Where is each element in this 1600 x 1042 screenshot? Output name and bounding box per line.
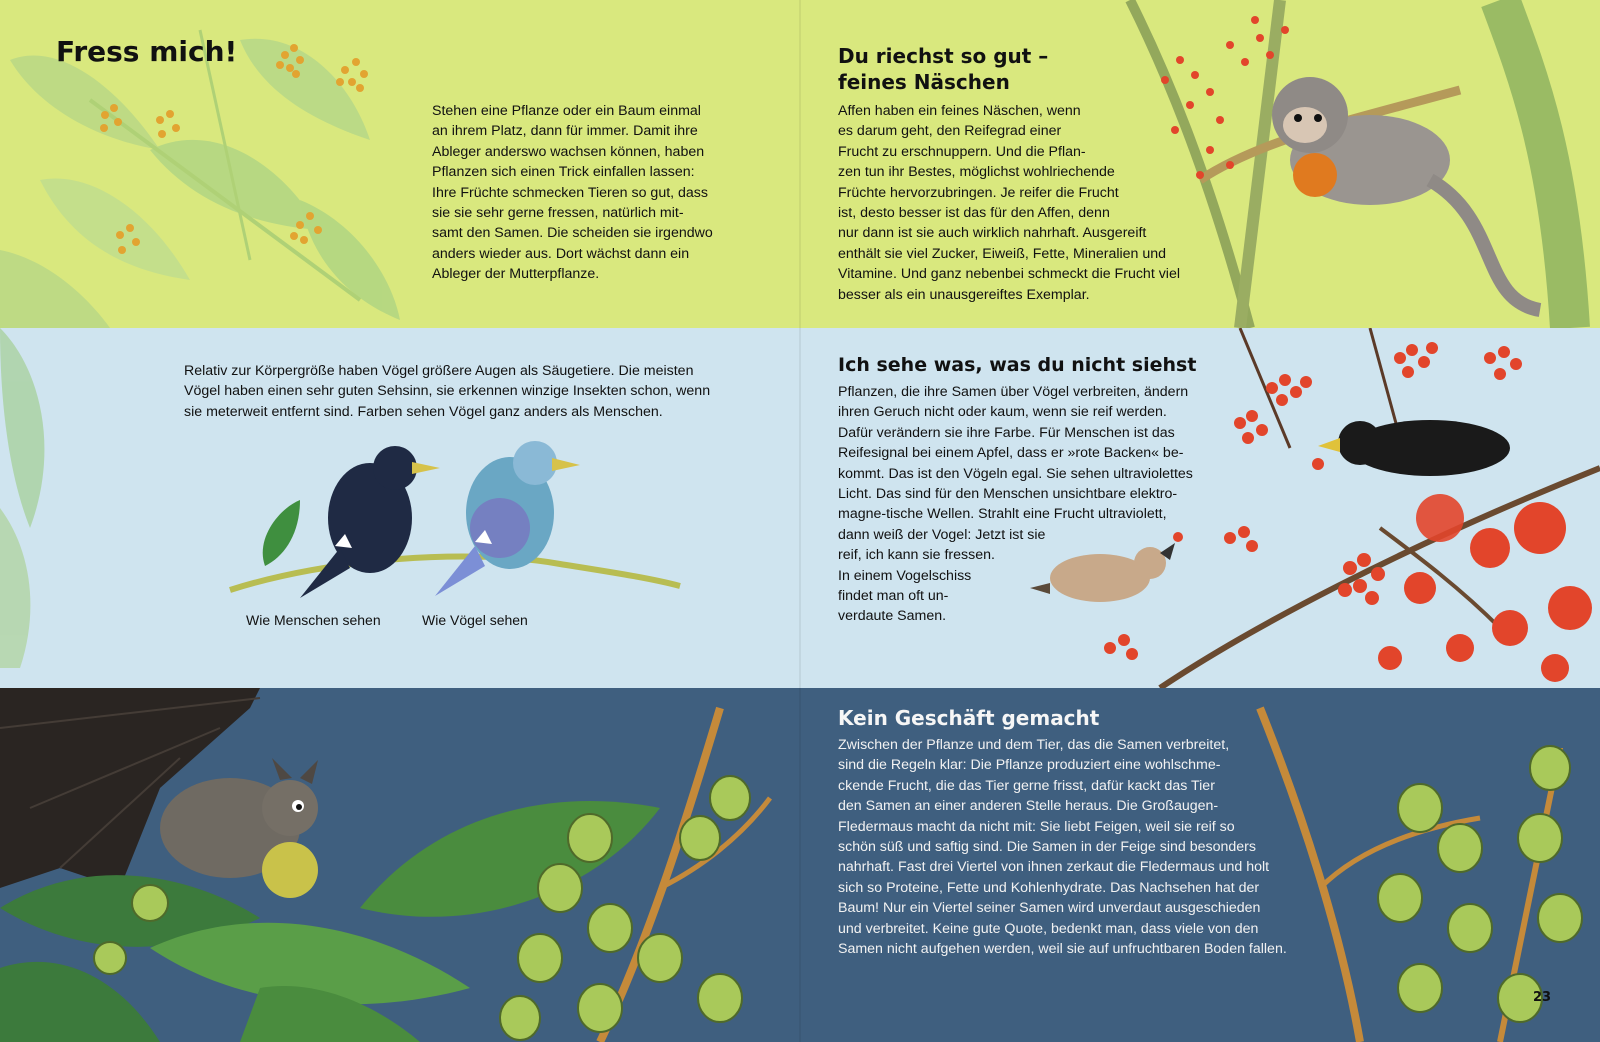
- paragraph-kein-geschaeft: Zwischen der Pflanze und dem Tier, das die Samen verbreitet, sind die Regeln klar: Die Pflanze produziert eine wohlschme- ckende Frucht, die das Tier gerne frisst, dafür kackt das Tier den Samen an einer anderen Stelle heraus. Die Großaugen- Fledermaus macht da nicht mit: Sie liebt Feigen, weil sie reif so schön süß und saftig sind. Die Samen in der Feige sind besonders nahrhaft. Fast drei Viertel von ihnen zerkaut die Fledermaus und holt sich so Proteine, Fette und Kohlenhydrate. Das Nachsehen hat der Baum! Nur ein Viertel seiner Samen wird unverdaut ausgeschieden und verbreitet. Keine gute Quote, bedenkt man, dass viele von den Samen nicht aufgehen werden, weil sie auf unfruchtbaren Boden fallen.: [838, 737, 1287, 958]
- paragraph-bird-vision: Relativ zur Körpergröße haben Vögel größere Augen als Säugetiere. Die meisten Vögel haben einen sehr guten Sehsinn, sie erkennen winzige Insekten schon, wenn sie meterweit entfernt sind. Farben sehen Vögel ganz anders als Menschen.: [184, 363, 711, 420]
- caption-bird-view: Wie Vögel sehen: [422, 612, 528, 628]
- section-title-ich-sehe: Ich sehe was, was du nicht siehst: [838, 354, 1197, 376]
- caption-human-view: Wie Menschen sehen: [246, 612, 381, 628]
- section-title-fress-mich: Fress mich!: [56, 35, 238, 68]
- paragraph-riechst: Affen haben ein feines Näschen, wenn es darum geht, den Reifegrad einer Frucht zu erschnuppern. Und die Pflan- zen tun ihr Bestes, möglichst wohlriechende Früchte hervorzubringen. Je reifer die Frucht ist, desto besser ist das für den Affen, denn nur dann ist sie auch wirklich nahrhaft. Ausgereift enthält sie viel Zucker, Eiweiß, Fette, Mineralien und Vitamine. Und ganz nebenbei schmeckt die Frucht viel besser als ein unausgereiftes Exemplar.: [838, 103, 1180, 303]
- section-title-kein-geschaeft: Kein Geschäft gemacht: [838, 706, 1100, 730]
- paragraph-fress-mich: Stehen eine Pflanze oder ein Baum einmal an ihrem Platz, dann für immer. Damit ihre Ableger anderswo wachsen können, haben Pflanzen sich einen Trick einfallen lassen: Ihre Früchte schmecken Tieren so gut, dass sie sie sehr gerne fressen, natürlich mit- samt den Samen. Die scheiden sie irgendwo anders wieder aus. Dort wächst dann ein Ableger der Mutterpflanze.: [432, 103, 713, 283]
- monkey-illustration: [1272, 77, 1540, 310]
- book-gutter: [799, 0, 801, 1042]
- leaf-foliage-left: [0, 30, 400, 328]
- leaf-foliage-edge: [0, 328, 44, 668]
- bird-bird-view: [435, 441, 580, 596]
- page-number: 23: [1533, 990, 1552, 1005]
- blackbird-illustration: [1312, 420, 1510, 476]
- section-title-riechst-line2: feines Näschen: [838, 70, 1010, 94]
- bat-illustration: [0, 688, 318, 898]
- section-title-riechst-line1: Du riechst so gut –: [838, 44, 1049, 68]
- bird-human-view: [300, 446, 440, 598]
- paragraph-ich-sehe: Pflanzen, die ihre Samen über Vögel verbreiten, ändern ihren Geruch nicht oder kaum, wenn sie reif werden. Dafür verändern sie ihre Farbe. Für Menschen ist das Reifesignal bei einem Apfel, dass er »rote Backen« be- kommt. Das ist den Vögeln egal. Sie sehen ultraviolettes Licht. Das sind für den Menschen unsichtbare elektro- magne-tische Wellen. Strahlt eine Frucht ultraviolett, dann weiß der Vogel: Jetzt ist sie reif, ich kann sie fressen. In einem Vogelschiss findet man oft un- verdaute Samen.: [838, 384, 1193, 625]
